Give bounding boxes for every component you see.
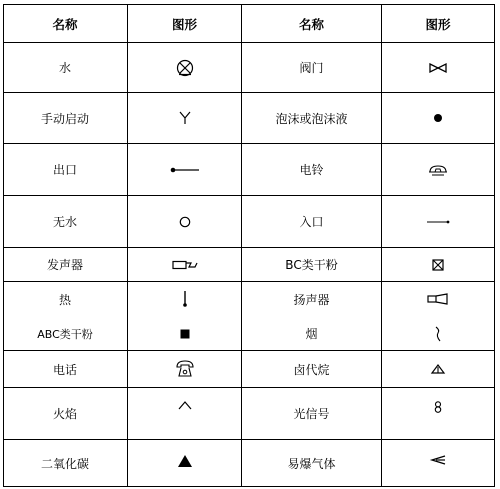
y-fork-icon — [128, 93, 241, 143]
table-cell-name: 易爆气体 — [287, 456, 336, 471]
telephone-icon — [128, 351, 241, 387]
table-cell-name: 出口 — [52, 163, 77, 177]
filled-square-icon — [128, 317, 241, 350]
table-cell-name: 二氧化碳 — [40, 456, 89, 471]
table-cell-name: 泡沫或泡沫液 — [275, 111, 348, 126]
filled-triangle-icon — [128, 440, 241, 482]
thermometer-icon — [128, 283, 241, 315]
flame-chevron-icon — [128, 388, 241, 422]
table-cell-name: 入口 — [299, 215, 324, 229]
table-cell-name: 火焰 — [52, 407, 77, 421]
table-border-right — [494, 4, 495, 487]
table-cell-name: 热 — [58, 292, 71, 307]
table-cell-name: 扬声器 — [293, 292, 330, 307]
table-cell-name: 发声器 — [46, 258, 83, 272]
table-cell-name: 阀门 — [299, 61, 324, 75]
filled-dot-icon — [382, 93, 494, 143]
smoke-icon — [382, 317, 494, 350]
table-border-bottom — [3, 486, 495, 487]
table-cell-name: BC类干粉 — [285, 258, 338, 272]
table-cell-name: 水 — [58, 61, 71, 75]
table-cell-name: 无水 — [52, 215, 77, 229]
bell-icon — [382, 144, 494, 195]
sounder-icon — [128, 248, 241, 281]
square-x-icon — [382, 248, 494, 281]
table-cell-name: 电铃 — [299, 163, 324, 177]
dot-line-icon — [128, 144, 241, 195]
open-circle-icon — [128, 196, 241, 247]
table-cell-name: 电话 — [52, 362, 77, 377]
table-cell-name: 卤代烷 — [293, 362, 330, 377]
table-cell-name: ABC类干粉 — [37, 327, 93, 341]
table-cell-name: 手动启动 — [40, 111, 89, 126]
header-name-2: 名称 — [298, 16, 324, 32]
explosive-gas-icon — [382, 440, 494, 480]
header-shape-1: 图形 — [171, 16, 197, 32]
header-shape-2: 图形 — [425, 16, 451, 32]
table-cell-name: 光信号 — [293, 407, 330, 421]
speaker-icon — [382, 283, 494, 315]
circle-x-icon — [128, 43, 241, 92]
header-name-1: 名称 — [52, 16, 78, 32]
table-cell-name: 烟 — [305, 327, 318, 341]
light-signal-icon — [382, 388, 494, 426]
line-dot-icon — [382, 196, 494, 247]
halon-triangle-icon — [382, 351, 494, 387]
bowtie-valve-icon — [382, 43, 494, 92]
table-rule — [3, 281, 495, 282]
